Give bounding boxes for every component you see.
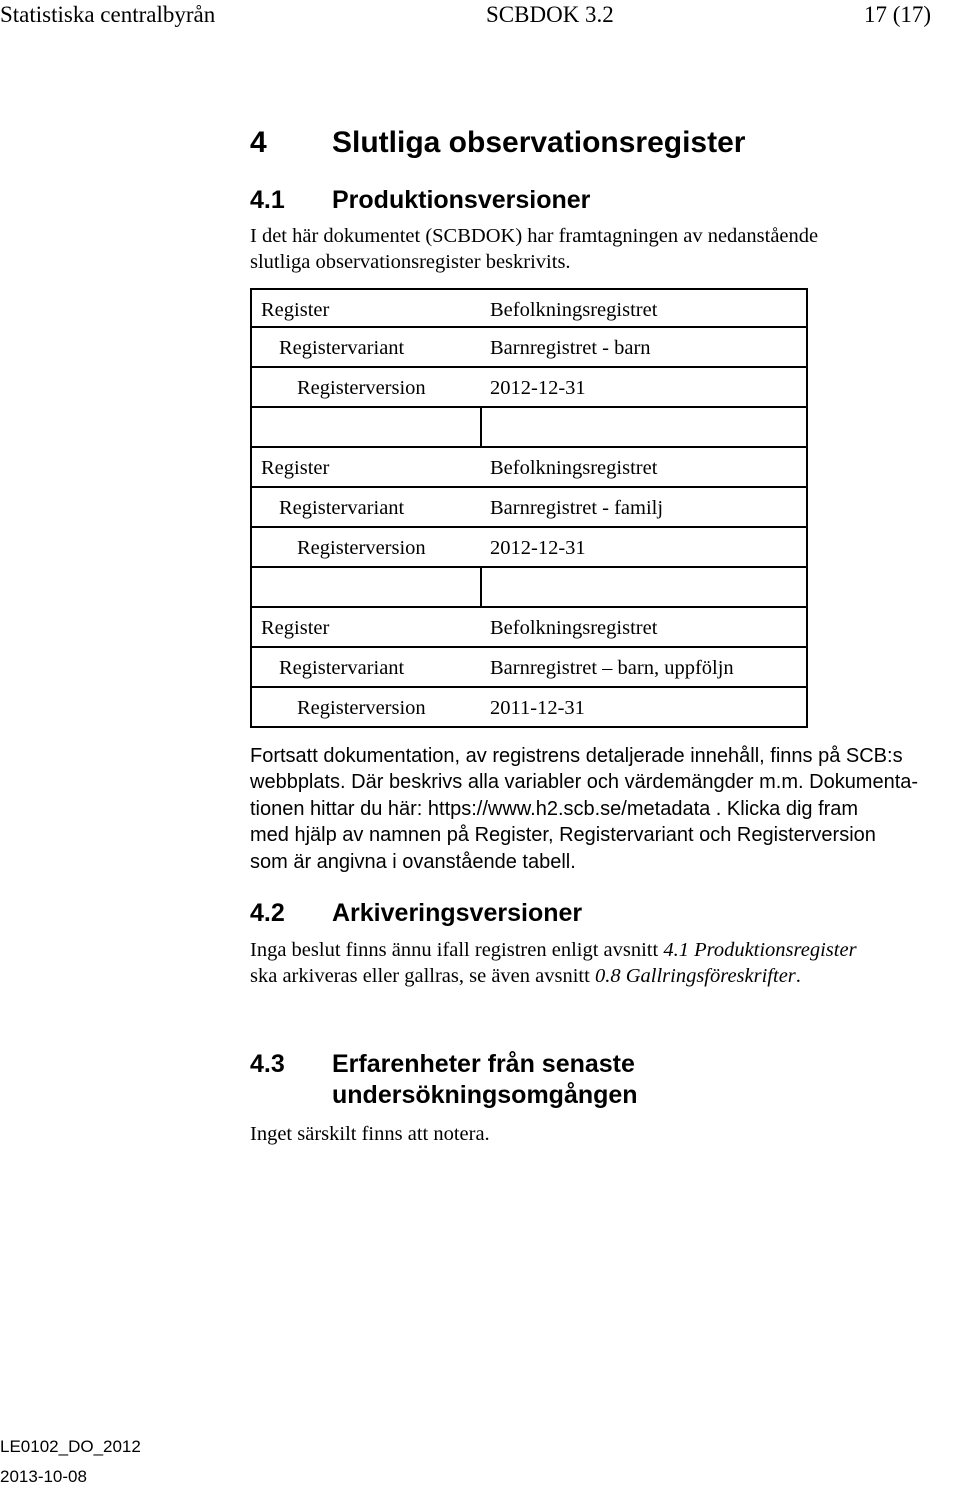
register-value: Befolkningsregistret — [490, 299, 658, 321]
table-row-version — [250, 688, 808, 728]
table-spacer-row — [250, 568, 808, 608]
variant-value: Barnregistret – barn, uppföljn — [490, 657, 734, 679]
section-number: 4 — [250, 126, 267, 159]
table-spacer-row — [250, 408, 808, 448]
variant-label: Registervariant — [279, 657, 405, 679]
header-org: Statistiska centralbyrån — [0, 2, 216, 27]
register-label: Register — [261, 299, 330, 321]
version-value: 2011-12-31 — [490, 697, 585, 719]
section-4-2-heading — [250, 899, 582, 928]
section-title: Erfarenheter från senaste — [332, 1050, 635, 1078]
footer-doc-code: LE0102_DO_2012 — [0, 1437, 141, 1456]
section-4-3-heading-cont: undersökningsomgången — [332, 1081, 638, 1109]
doc-paragraph-line-4: med hjälp av namnen på Register, Registervariant och Registerversion — [250, 824, 876, 846]
section-title: Slutliga observationsregister — [332, 126, 746, 159]
section-4-heading — [250, 126, 745, 160]
register-label: Register — [261, 617, 330, 639]
intro-line-2: slutliga observationsregister beskrivits. — [250, 251, 571, 273]
section-title: Arkiveringsversioner — [332, 899, 583, 927]
table-row-variant — [250, 648, 808, 688]
table-row-variant — [250, 488, 808, 528]
archive-line-1 — [250, 937, 857, 963]
table-row-register — [250, 288, 808, 328]
variant-label: Registervariant — [279, 337, 405, 359]
doc-paragraph-line-1: Fortsatt dokumentation, av registrens detaljerade innehåll, finns på SCB:s — [250, 745, 903, 767]
section-number: 4.1 — [250, 186, 285, 214]
variant-value: Barnregistret - barn — [490, 337, 651, 359]
experience-text: Inget särskilt finns att notera. — [250, 1123, 490, 1145]
section-number: 4.2 — [250, 899, 285, 927]
version-value: 2012-12-31 — [490, 537, 586, 559]
table-row-version — [250, 368, 808, 408]
section-4-1-heading — [250, 186, 590, 215]
version-label: Registerversion — [297, 377, 426, 399]
register-value: Befolkningsregistret — [490, 457, 658, 479]
section-number: 4.3 — [250, 1050, 285, 1078]
header-doc-id: SCBDOK 3.2 — [486, 2, 614, 27]
archive-text-end: . — [795, 965, 801, 987]
register-value: Befolkningsregistret — [490, 617, 658, 639]
footer-date: 2013-10-08 — [0, 1467, 87, 1486]
table-row-version — [250, 528, 808, 568]
archive-line-2 — [250, 963, 801, 989]
variant-label: Registervariant — [279, 497, 405, 519]
section-title: Produktionsversioner — [332, 186, 591, 214]
section-reference-link: 0.8 Gallringsföreskrifter — [594, 965, 796, 987]
version-label: Registerversion — [297, 537, 426, 559]
doc-paragraph-line-5: som är angivna i ovanstående tabell. — [250, 851, 576, 873]
intro-line-1: I det här dokumentet (SCBDOK) har framtagningen av nedanstående — [250, 225, 819, 247]
section-4-3-heading — [250, 1050, 635, 1079]
doc-paragraph-line-3: tionen hittar du här: https://www.h2.scb.se/metadata . Klicka dig fram — [250, 798, 859, 820]
table-row-register — [250, 448, 808, 488]
table-row-register — [250, 608, 808, 648]
table-row-variant — [250, 328, 808, 368]
variant-value: Barnregistret - familj — [490, 497, 664, 519]
archive-text: Inga beslut finns ännu ifall registren enligt avsnitt — [250, 939, 664, 961]
version-value: 2012-12-31 — [490, 377, 586, 399]
register-label: Register — [261, 457, 330, 479]
header-page-number: 17 (17) — [864, 2, 932, 27]
doc-paragraph-line-2: webbplats. Där beskrivs alla variabler och värdemängder m.m. Dokumenta- — [250, 771, 919, 793]
section-reference-link: 4.1 Produktionsregister — [663, 939, 857, 961]
version-label: Registerversion — [297, 697, 426, 719]
archive-text: ska arkiveras eller gallras, se även avsnitt — [250, 965, 595, 987]
